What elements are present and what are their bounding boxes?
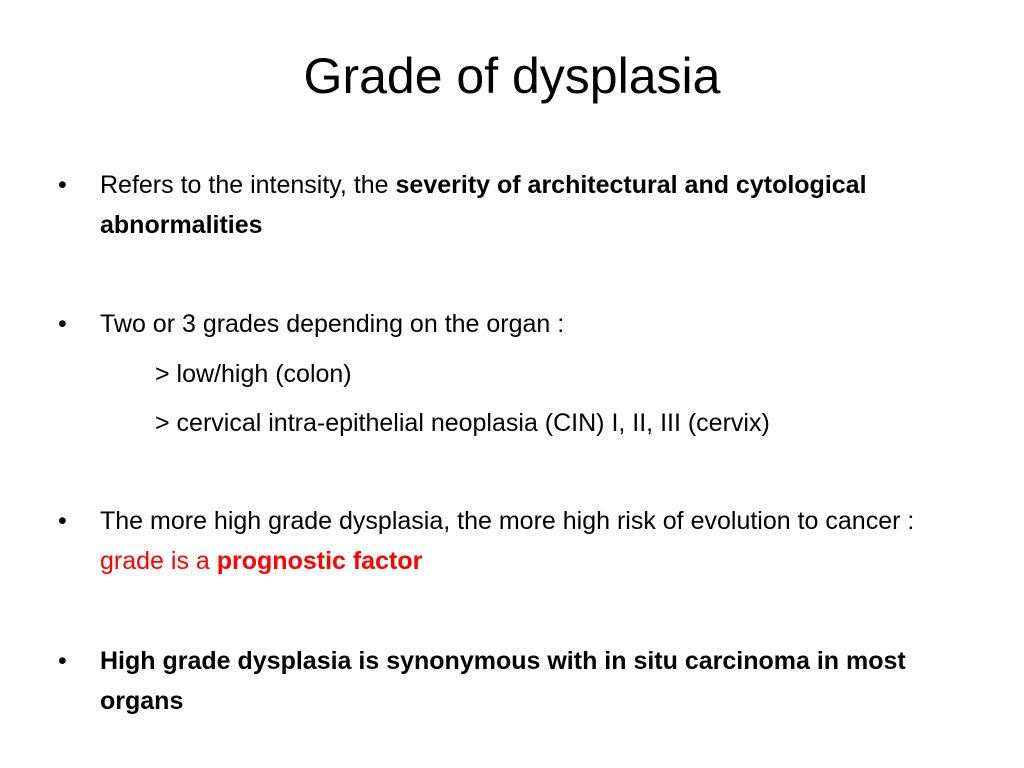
bullet-plain-text: Refers to the intensity, the bbox=[100, 171, 396, 199]
bullet-plain-text: The more high grade dysplasia, the more high risk of evolution to cancer : bbox=[100, 507, 915, 535]
bullet-item-3 bbox=[58, 501, 978, 581]
bullet-item-1 bbox=[58, 165, 978, 245]
sub-item-1: > low/high (colon) bbox=[155, 360, 352, 388]
bullet-item-2 bbox=[58, 304, 978, 344]
slide-title: Grade of dysplasia bbox=[303, 48, 721, 104]
bullet-item-4 bbox=[58, 641, 978, 721]
bullet-icon: • bbox=[58, 171, 67, 199]
bullet-text bbox=[100, 501, 978, 581]
bullet-icon: • bbox=[58, 310, 67, 338]
bullet-text: Two or 3 grades depending on the organ : bbox=[100, 310, 565, 338]
bullet-icon: • bbox=[58, 647, 67, 675]
sub-item-2: > cervical intra-epithelial neoplasia (CIN) I, II, III (cervix) bbox=[155, 409, 770, 437]
bullet-bold-text: severity of architectural and cytological abnormalities bbox=[100, 171, 867, 239]
bullet-text bbox=[100, 165, 978, 245]
bullet-bold-text: High grade dysplasia is synonymous with in situ carcinoma in most organs bbox=[100, 647, 906, 715]
emphasis-bold-text: prognostic factor bbox=[216, 547, 423, 575]
emphasis-text: grade is a bbox=[100, 547, 217, 575]
bullet-icon: • bbox=[58, 507, 67, 535]
